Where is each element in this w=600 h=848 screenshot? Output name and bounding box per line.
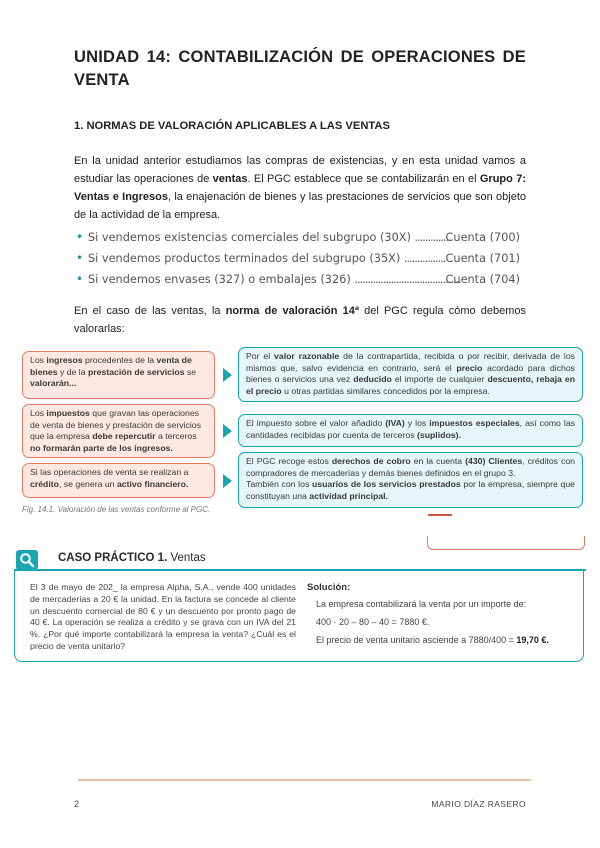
bullet-icon: • [76, 230, 84, 244]
bullet-icon: • [76, 272, 84, 286]
decorative-divider [428, 514, 452, 516]
decorative-bracket [427, 536, 585, 550]
case-title: CASO PRÁCTICO 1. Ventas [58, 552, 206, 564]
list-item: • Si vendemos existencias comerciales del subgrupo (30X) .............. Cuenta (700) [76, 230, 520, 244]
figure-right-box-clientes: El PGC recoge estos derechos de cobro en la cuenta (430) Clientes, créditos con compradores de mercaderías y demás bienes definidos en el grupo 3. También con los usuarios de los servicios prestados por la empresa, siempre que constituyan una actividad principal. [238, 452, 583, 508]
figure-right-box-iva: El impuesto sobre el valor añadido (IVA) y los impuestos especiales, así como las cantidades recibidas por cuenta de terceros (suplidos). [238, 414, 583, 447]
footer-author: MARIO DÍAZ RASERO [431, 799, 526, 809]
page-number: 2 [74, 799, 80, 809]
arrow-icon [223, 368, 232, 382]
arrow-icon [223, 474, 232, 488]
intro-paragraph: En la unidad anterior estudiamos las compras de existencias, y en esta unidad vamos a estudiar las operaciones de ventas. El PGC establece que se contabilizarán en el Grupo 7: Ventas e Ingresos, la enajenación de bienes y las prestaciones de servicios que son objeto de la actividad de la empresa. [74, 155, 526, 221]
norma-paragraph: En el caso de las ventas, la norma de valoración 14ª del PGC regula cómo debemos valorarlas: [74, 305, 527, 335]
bullet-icon: • [76, 251, 84, 265]
solution-label: Solución: [307, 582, 351, 593]
figure-left-box-credito: Si las operaciones de venta se realizan a crédito, se genera un activo financiero. [22, 463, 215, 498]
list-item: • Si vendemos productos terminados del subgrupo (35X) ................ Cuenta (701) [76, 251, 520, 265]
figure-right-box-valor: Por el valor razonable de la contrapartida, recibida o por recibir, derivada de los mismos que, salvo evidencia en contrario, será el precio acordado para dichos bienes o servicios una vez deducido el importe de cualquier descuento, rebaja en el precio u otras partidas similares concedidos por la empresa. [238, 347, 583, 402]
case-statement: El 3 de mayo de 202_ la empresa Alpha, S.A., vende 400 unidades de mercaderías a 20 € la unidad. En la factura se concede al cliente un descuento comercial de 80 € y un descuento por pronto pago de 40 €. La operación se realiza a crédito y se grava con un IVA del 21 %. ¿Por qué importe contabilizará la empresa la venta? ¿Cuál es el precio de venta unitario? [30, 582, 296, 651]
solution-line: 400 · 20 – 80 – 40 = 7880 €. [316, 617, 430, 627]
arrow-icon [223, 424, 232, 438]
solution-line: La empresa contabilizará la venta por un importe de: [316, 599, 527, 609]
list-item: • Si vendemos envases (327) o embalajes (326) ......................................... Cuenta (704) [76, 272, 520, 286]
section-heading: 1. NORMAS DE VALORACIÓN APLICABLES A LAS VENTAS [74, 120, 390, 132]
account-list [76, 231, 526, 294]
figure-left-box-impuestos: Los impuestos que gravan las operaciones de venta de bienes y prestación de servicios que la empresa debe repercutir a terceros no formarán parte de los ingresos. [22, 404, 215, 458]
footer-divider [78, 779, 531, 781]
figure-left-box-ingresos: Los ingresos procedentes de la venta de bienes y de la prestación de servicios se valorarán... [22, 351, 215, 399]
page-title: UNIDAD 14: CONTABILIZACIÓN DE OPERACIONES DE VENTA [74, 48, 526, 89]
solution-line: El precio de venta unitario asciende a 7880/400 = 19,70 €. [316, 635, 549, 645]
case-divider [14, 569, 586, 571]
magnifier-icon [16, 550, 38, 570]
figure-caption: Fig. 14.1. Valoración de las ventas conforme al PGC. [22, 505, 211, 514]
